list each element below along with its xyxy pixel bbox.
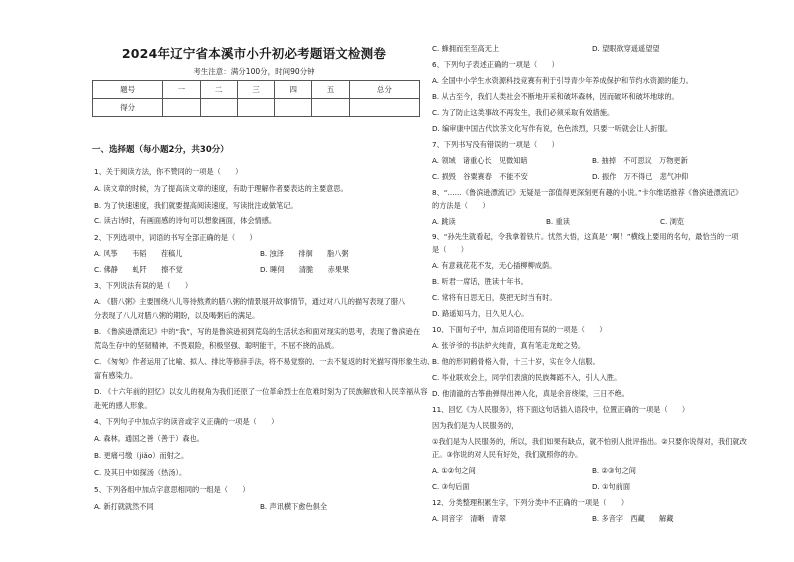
option-line: B. 浊泽 徘徊 脂八粥: [260, 249, 349, 258]
score-cell: 总分: [349, 81, 419, 99]
option-line: C. 浏览: [660, 217, 684, 226]
score-cell: 五: [312, 81, 349, 99]
option-line: C. 佛静 虬阡 擦不觉: [94, 265, 183, 274]
option-line: A. 森林。通国之善（善于）森也。: [94, 434, 204, 443]
option-line: C. 常将有日思无日，莫把无时当有时。: [432, 293, 557, 302]
question-line: 分表现了八儿对腊八粥的期盼，以及喝粥后的满足。: [94, 311, 260, 320]
option-line: D. 望眼欲穿遥遥望望: [592, 44, 660, 53]
option-line: A. 跳读: [432, 217, 456, 226]
option-line: A. 有意栽花花不发，无心插柳柳成荫。: [432, 261, 557, 270]
question-line: 12、分类整理积累生字，下列分类中不正确的一项是（ ）: [432, 498, 629, 507]
option-line: A. 新打就就然不同: [94, 502, 154, 511]
option-line: D. 睡伺 清脆 赤果果: [260, 265, 350, 274]
question-line: D. 《十六年前的回忆》以女儿的视角为我们还原了一位革命烈士在危难时刻为了民族解放和人民幸福从容: [94, 387, 428, 396]
score-cell: 三: [237, 81, 274, 99]
question-line: 2、下列选项中，词语的书写全部正确的是（ ）: [94, 233, 257, 242]
question-line: A. 读文章的时候，为了提高读文章的速度，有助于理解作者要表达的主要意思。: [94, 184, 348, 193]
question-line: 赴死的感人形象。: [94, 401, 152, 410]
option-line: B. 更痛弓缴（jiǎo）而射之。: [94, 451, 189, 460]
exam-notice: 考生注意：满分100分，时间90分钟: [193, 67, 315, 76]
score-input-cell: [349, 99, 419, 117]
question-line: 是（ ）: [432, 245, 468, 254]
question-line: 荒岛生存中的坚韧精神，不畏艰险，积极坚强、聪明能干，不屈不挠的品质。: [94, 341, 339, 350]
option-line: A. 风筝 韦韬 茬稿儿: [94, 249, 183, 258]
score-cell: 一: [163, 81, 200, 99]
question-line: 5、下列各组中加点字意思相同的一组是（ ）: [94, 485, 250, 494]
question-line: 10、下面句子中，加点词语使用有误的一项是（ ）: [432, 325, 607, 334]
option-line: B. 抽掉 不可思议 万物更新: [592, 156, 688, 165]
question-line: 6、下列句子表述正确的一项是（ ）: [432, 60, 559, 69]
score-input-cell: [275, 99, 312, 117]
option-line: A. ①②句之间: [432, 466, 476, 475]
question-line: 11、回忆《为人民服务》，将下面这句话插入语段中，位置正确的一项是（ ）: [432, 405, 690, 414]
score-table-header-row: [93, 81, 420, 99]
option-line: C. 毕业联欢会上，同学们表演的民族舞蹈不入，引人入胜。: [432, 373, 622, 382]
score-cell: 四: [275, 81, 312, 99]
option-line: A. 全国中小学生水资源科技竞赛有利于引导青少年养成保护和节约水资源的能力。: [432, 76, 693, 85]
option-line: B. 重读: [546, 217, 570, 226]
option-line: B. 从古至今，我们人类社会不断地开采和破坏森林，因而破坏和破坏地球的。: [432, 92, 679, 101]
option-line: D. 路遥知马力，日久见人心。: [432, 309, 529, 318]
question-line: 4、下列句子中加点字的读音或字义正确的一项是（ ）: [94, 417, 279, 426]
exam-title: 2024年辽宁省本溪市小升初必考题语文检测卷: [121, 46, 387, 61]
option-line: C. 蜂拥而至至高无上: [432, 44, 500, 53]
option-line: B. ②③句之间: [592, 466, 636, 475]
option-line: B. 听君一席话，胜读十年书。: [432, 277, 528, 286]
option-line: A. 同音字 清晰 青翠: [432, 514, 507, 523]
question-line: 3、下列说法有误的是（ ）: [94, 281, 193, 290]
option-line: C. 为了防止这类事故不再发生，我们必须采取有效措施。: [432, 108, 615, 117]
question-line: B. 为了快速速度，我们就要提高阅读速度，写读批注或做笔记。: [94, 201, 298, 210]
option-line: C. ③句后面: [432, 482, 470, 491]
question-line: 9、“孙先生就看起，令我拿着铁片。忧然大悟，这真是‘ ’啊！”横线上要用的名句，最恰当的一项: [432, 232, 739, 241]
question-line: 1、关于阅读方法，你不赞同的一项是（ ）: [94, 167, 243, 176]
option-line: D. 编审康中国古代饮茶文化写作有说，色色浓烈，只要一听就会让人折服。: [432, 124, 673, 133]
question-line: 正。③你说的对人民有好处，我们就照你的办。: [432, 450, 583, 459]
option-line: A. 张爷爷的书法炉火纯青，真有笔走龙蛇之势。: [432, 341, 586, 350]
score-input-cell: [163, 99, 200, 117]
question-line: A. 《腊八粥》主要围绕八儿等待熬煮的腊八粥的情景展开故事情节，通过对八儿的描写表现了腊八: [94, 297, 406, 306]
option-line: C. 及其日中如探汤（热汤）。: [94, 468, 187, 477]
score-table-score-row: [93, 99, 420, 117]
option-line: D. ①句前面: [592, 482, 631, 491]
question-line: 因为我们是为人民服务的，: [432, 421, 519, 430]
question-line: 7、下列书写没有错误的一项是（ ）: [432, 140, 559, 149]
question-line: C. 读古诗时，有画面感的诗句可以想象画面，体会情感。: [94, 216, 277, 225]
score-table: [92, 80, 420, 117]
score-cell: 二: [200, 81, 237, 99]
score-cell: 题号: [93, 81, 163, 99]
option-line: B. 他的形同鹤骨格入骨，十三十岁，实在令人信服。: [432, 357, 600, 366]
question-line: C. 《匆匆》作者运用了比喻、拟人、排比等修辞手法，将不易觉察的、一去不复返的时光描写得形象生动、: [94, 357, 435, 366]
score-cell: 得分: [93, 99, 163, 117]
section-heading: 一、选择题（每小题2分，共30分）: [92, 145, 229, 155]
score-input-cell: [200, 99, 237, 117]
option-line: A. 领域 诸重心长 见微知暗: [432, 156, 528, 165]
question-line: B. 《鲁滨逊漂流记》中的“我”，写的是鲁滨逊初到荒岛的生活状态和面对现实的思考，表现了鲁滨逊在: [94, 327, 421, 336]
score-input-cell: [237, 99, 274, 117]
option-line: D. 振作 万不得已 悲气冲仰: [592, 172, 689, 181]
question-line: ①我们是为人民服务的，所以，我们如果有缺点，就不怕别人批评指出。②只要你说得对，我们就改: [432, 437, 747, 446]
option-line: C. 损毁 谷粟赛春 不能不安: [432, 172, 528, 181]
question-line: 8、“……《鲁滨逊漂流记》无疑是一部值得更深刻更有趣的小说。”卡尔维诺推荐《鲁滨逊漂流记》: [432, 188, 743, 197]
option-line: D. 他清澈的古筝曲弹得出神入化，真是余音绕梁，三日不绝。: [432, 389, 629, 398]
option-line: B. 多音字 西藏 解藏: [592, 514, 674, 523]
option-line: B. 声讯横下愈色俱全: [260, 502, 328, 511]
score-input-cell: [312, 99, 349, 117]
question-line: 的方法是（ ）: [432, 201, 490, 210]
question-line: 富有感染力。: [94, 371, 138, 380]
